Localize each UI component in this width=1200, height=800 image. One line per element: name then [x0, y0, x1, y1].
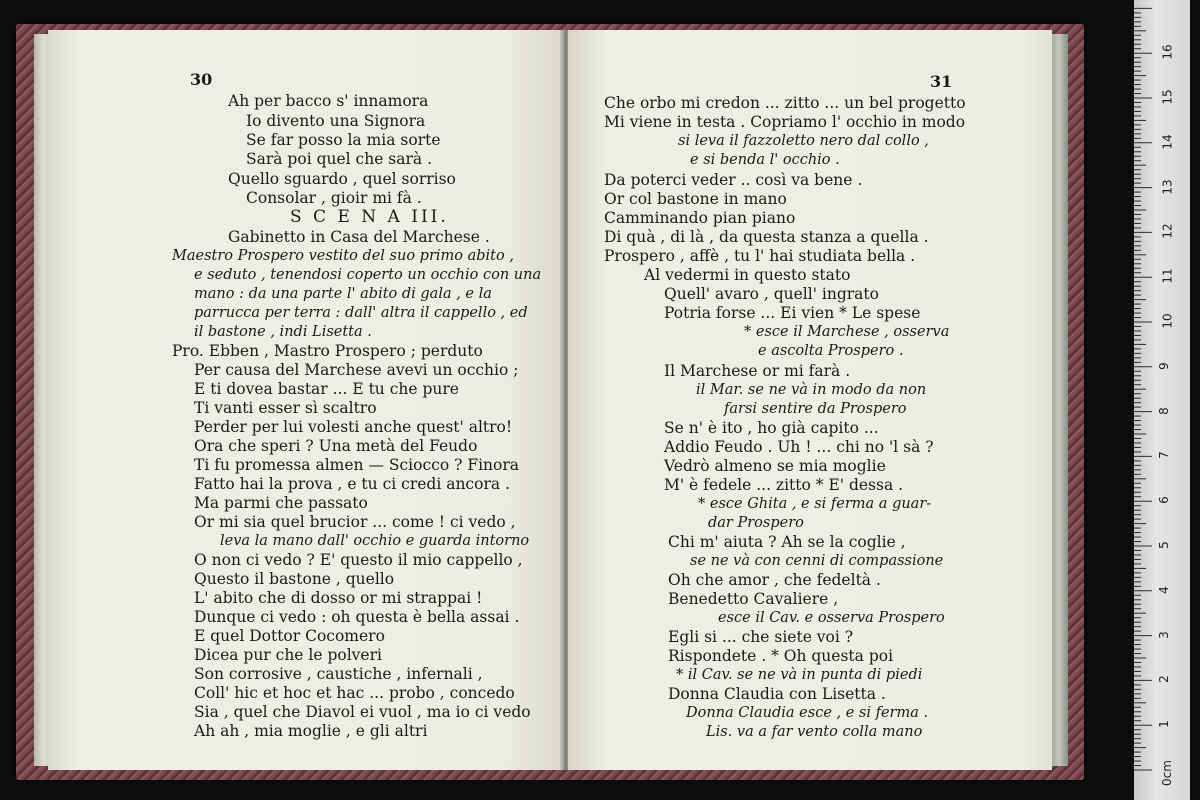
- verse-line: Ti vanti esser sì scaltro: [194, 399, 377, 417]
- verse-line: Io divento una Signora: [246, 112, 426, 130]
- verse-line: Oh che amor , che fedeltà .: [668, 571, 881, 589]
- verse-line: Prospero , affè , tu l' hai studiata bella .: [604, 247, 916, 265]
- verse-line: Quell' avaro , quell' ingrato: [664, 285, 879, 303]
- stage-direction: e ascolta Prospero .: [758, 343, 904, 359]
- stage-direction: mano : da una parte l' abito di gala , e la: [194, 286, 492, 302]
- ruler-label: 14: [1160, 134, 1175, 150]
- ruler-label: 8: [1156, 406, 1171, 415]
- left-page: [48, 30, 564, 770]
- ruler-label: 11: [1160, 268, 1175, 284]
- stage-direction: Maestro Prospero vestito del suo primo abito ,: [172, 248, 514, 264]
- ruler-label: 10: [1160, 313, 1175, 329]
- stage-direction: * esce il Marchese , osserva: [744, 324, 950, 340]
- stage-direction: e seduto , tenendosi coperto un occhio con una: [194, 267, 542, 283]
- verse-line: Ah per bacco s' innamora: [228, 92, 429, 110]
- verse-line: Potria forse ... Ei vien * Le spese: [664, 304, 921, 322]
- page-stack-right: [1050, 34, 1068, 766]
- verse-line: Se n' è ito , ho già capito ...: [664, 419, 879, 437]
- verse-line: Fatto hai la prova , e tu ci credi ancora .: [194, 475, 510, 493]
- verse-line: Addio Feudo . Uh ! ... chi no 'l sà ?: [664, 438, 934, 456]
- verse-line: M' è fedele ... zitto * E' dessa .: [664, 476, 904, 494]
- verse-line: Benedetto Cavaliere ,: [668, 590, 839, 608]
- scene-setting: Gabinetto in Casa del Marchese .: [228, 228, 490, 246]
- stage-direction: se ne và con cenni di compassione: [690, 553, 944, 569]
- verse-line: Sarà poi quel che sarà .: [246, 150, 432, 168]
- ruler-label: 1: [1156, 720, 1171, 729]
- verse-line: O non ci vedo ? E' questo il mio cappello ,: [194, 551, 523, 569]
- verse-line: Or col bastone in mano: [604, 190, 787, 208]
- stage-direction: farsi sentire da Prospero: [724, 401, 907, 417]
- verse-line: Donna Claudia con Lisetta .: [668, 685, 886, 703]
- verse-line: Che orbo mi credon ... zitto ... un bel progetto: [604, 94, 966, 112]
- verse-line: Son corrosive , caustiche , infernali ,: [194, 665, 483, 683]
- stage-direction: dar Prospero: [708, 515, 804, 531]
- verse-line: Mi viene in testa . Copriamo l' occhio in modo: [604, 113, 966, 131]
- stage-direction: leva la mano dall' occhio e guarda intorno: [220, 533, 530, 549]
- stage-direction: parrucca per terra : dall' altra il cappello , ed: [194, 305, 528, 321]
- page-number: 31: [930, 72, 953, 91]
- stage-direction: il bastone , indi Lisetta .: [194, 324, 372, 340]
- verse-line: Il Marchese or mi farà .: [664, 362, 851, 380]
- verse-line: Chi m' aiuta ? Ah se la coglie ,: [668, 533, 906, 551]
- stage-direction: e si benda l' occhio .: [690, 152, 840, 168]
- verse-line: Al vedermi in questo stato: [644, 266, 851, 284]
- verse-line: Da poterci veder .. così va bene .: [604, 171, 863, 189]
- verse-line: E quel Dottor Cocomero: [194, 627, 385, 645]
- stage-direction: il Mar. se ne và in modo da non: [696, 382, 927, 398]
- scene-heading: S C E N A III.: [290, 207, 449, 227]
- stage-direction: si leva il fazzoletto nero dal collo ,: [678, 133, 929, 149]
- verse-line: Di quà , di là , da questa stanza a quella .: [604, 228, 929, 246]
- verse-line: Dicea pur che le polveri: [194, 646, 382, 664]
- verse-line: Per causa del Marchese avevi un occhio ;: [194, 361, 519, 379]
- ruler-label: 7: [1156, 451, 1171, 460]
- stage-direction: esce il Cav. e osserva Prospero: [718, 610, 945, 626]
- ruler-label: 6: [1156, 496, 1171, 505]
- verse-line: Vedrò almeno se mia moglie: [664, 457, 886, 475]
- stage-direction: * esce Ghita , e si ferma a guar-: [698, 496, 932, 512]
- dialogue-line: Pro. Ebben , Mastro Prospero ; perduto: [172, 342, 483, 360]
- ruler-label: 5: [1156, 541, 1171, 549]
- right-page: [568, 30, 1052, 770]
- verse-line: Ah ah , mia moglie , e gli altri: [194, 722, 428, 740]
- verse-line: Ti fu promessa almen — Sciocco ? Finora: [194, 456, 520, 474]
- verse-line: L' abito che di dosso or mi strappai !: [194, 589, 483, 607]
- verse-line: Ora che speri ? Una metà del Feudo: [194, 437, 478, 455]
- ruler-label: 2: [1156, 675, 1171, 684]
- page-number: 30: [190, 70, 213, 89]
- ruler-label: 0cm: [1159, 760, 1174, 786]
- ruler-label: 16: [1160, 44, 1175, 60]
- verse-line: Se far posso la mia sorte: [246, 131, 441, 149]
- verse-line: Quello sguardo , quel sorriso: [228, 170, 456, 188]
- verse-line: Coll' hic et hoc et hac ... probo , concedo: [194, 684, 515, 702]
- verse-line: Questo il bastone , quello: [194, 570, 395, 588]
- verse-line: Egli si ... che siete voi ?: [668, 628, 854, 646]
- stage-direction: * il Cav. se ne và in punta di piedi: [676, 667, 923, 683]
- stage-direction: Lis. va a far vento colla mano: [706, 724, 923, 740]
- verse-line: Rispondete . * Oh questa poi: [668, 647, 894, 665]
- ruler-label: 9: [1156, 361, 1171, 370]
- ruler-label: 3: [1156, 630, 1171, 639]
- verse-line: Or mi sia quel brucior ... come ! ci vedo ,: [194, 513, 516, 531]
- verse-line: Dunque ci vedo : oh questa è bella assai .: [194, 608, 520, 626]
- verse-line: Camminando pian piano: [604, 209, 796, 227]
- verse-line: Consolar , gioir mi fà .: [246, 189, 422, 207]
- ruler-label: 12: [1160, 223, 1175, 240]
- measuring-ruler: [1134, 0, 1190, 800]
- verse-line: Perder per lui volesti anche quest' altro!: [194, 418, 513, 436]
- ruler-label: 4: [1156, 585, 1171, 594]
- stage-direction: Donna Claudia esce , e si ferma .: [686, 705, 929, 721]
- ruler-label: 13: [1160, 178, 1175, 195]
- verse-line: Sia , quel che Diavol ei vuol , ma io ci vedo: [194, 703, 531, 721]
- verse-line: E ti dovea bastar ... E tu che pure: [194, 380, 459, 398]
- verse-line: Ma parmi che passato: [194, 494, 368, 512]
- ruler-label: 15: [1160, 89, 1175, 105]
